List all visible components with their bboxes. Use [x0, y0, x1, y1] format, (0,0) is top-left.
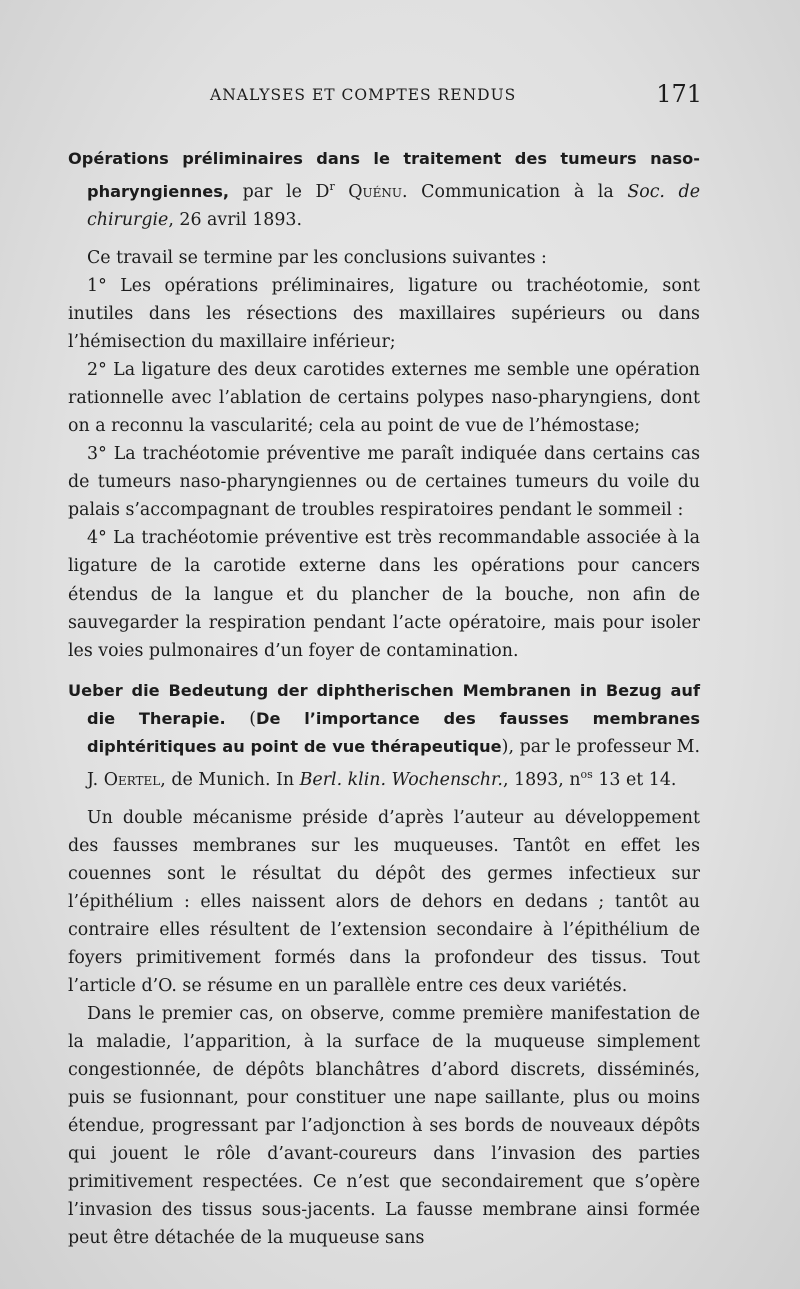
- article1-by-sup: r: [329, 180, 335, 194]
- article2-author: Oertel: [103, 769, 161, 790]
- article1-title: Opérations préliminaires dans le traitement des tumeurs naso-pharyngiennes,: [68, 149, 700, 201]
- article2-subtitle-b: ), par le professeur M. J.: [87, 736, 700, 790]
- page-number: 171: [656, 80, 702, 108]
- section-gap: [68, 665, 700, 677]
- page-body: [68, 145, 700, 1252]
- article2-paragraph-2: Dans le premier cas, on observe, comme première manifestation de la maladie, l’apparition, à la surface de la muqueuse simplement congestionnée, de dépôts blanchâtres d’abord discrets, disséminés, puis se fusionnant, pour constituer une nape saillante, plus ou moins étendue, progressant par l’adjonction à ses bords de nouveaux dépôts qui jouent le rôle d’avant-coureurs dans l’invasion des parties primitivement respectées. Ce n’est que secondairement que s’opère l’invasion des tissus sous-jacents. La fausse membrane ainsi formée peut être détachée de la muqueuse sans: [68, 1003, 700, 1249]
- page-header: [210, 80, 702, 110]
- article2-heading: [68, 677, 700, 794]
- article2-subtitle-a: (: [225, 708, 257, 729]
- article2-journal: Berl. klin. Wochenschr.: [299, 769, 503, 790]
- article1-heading: [68, 145, 700, 234]
- article2-ref-sup: os: [580, 767, 593, 781]
- article1-author: Quénu: [334, 181, 403, 202]
- article1-source-a: . Communication à la: [402, 181, 628, 202]
- conclusion-4: 4° La trachéotomie préventive est très recommandable associée à la ligature de la carotide externe dans les opérations pour cancers étendus de la langue et du plancher de la bouche, non afin de sauvegarder la respiration pendant l’acte opératoire, mais pour isoler les voies pulmonaires d’un foyer de contamination.: [68, 528, 700, 661]
- conclusion-3: 3° La trachéotomie préventive me paraît indiquée dans certains cas de tumeurs naso-pharyngiennes ou de certaines tumeurs du voile du palais s’accompagnant de troubles respiratoires pendant le sommeil :: [68, 444, 700, 521]
- article2-paragraph-1: Un double mécanisme préside d’après l’auteur au développement des fausses membranes sur les muqueuses. Tantôt en effet les couennes sont le résultat du dépôt des germes infectieux sur l’épithélium : elles naissent alors de dehors en dedans ; tantôt au contraire elles résultent de l’extension secondaire à l’épithélium de foyers primitivement formés dans la profondeur des tissus. Tout l’article d’O. se résume en un parallèle entre ces deux variétés.: [68, 807, 700, 996]
- article2-subtitle: De l’importance des fausses membranes diphtéritiques au point de vue thérapeutique: [87, 708, 700, 756]
- running-title: ANALYSES ET COMPTES RENDUS: [210, 86, 517, 104]
- conclusion-2: 2° La ligature des deux carotides externes me semble une opération rationnelle avec l’ablation de certains polypes naso-pharyngiens, dont on a reconnu la vascularité; cela au point de vue de l’hémostase;: [68, 360, 700, 437]
- article1-source-journal: Soc. de chirurgie: [87, 181, 700, 230]
- article2-title: Ueber die Bedeutung der diphtherischen Membranen in Bezug auf die Therapie.: [68, 680, 700, 728]
- article2-loc: , de Munich. In: [160, 769, 300, 790]
- article1-by: par le D: [229, 181, 330, 202]
- article1-source-b: , 26 avril 1893.: [168, 209, 302, 230]
- article1-intro: Ce travail se termine par les conclusions suivantes :: [87, 247, 547, 268]
- conclusion-1: 1° Les opérations préliminaires, ligature ou trachéotomie, sont inutiles dans les résections des maxillaires supérieurs ou dans l’hémisection du maxillaire inférieur;: [68, 275, 700, 353]
- article2-ref: , 1893, n: [502, 769, 581, 790]
- article2-ref-end: 13 et 14.: [592, 769, 677, 790]
